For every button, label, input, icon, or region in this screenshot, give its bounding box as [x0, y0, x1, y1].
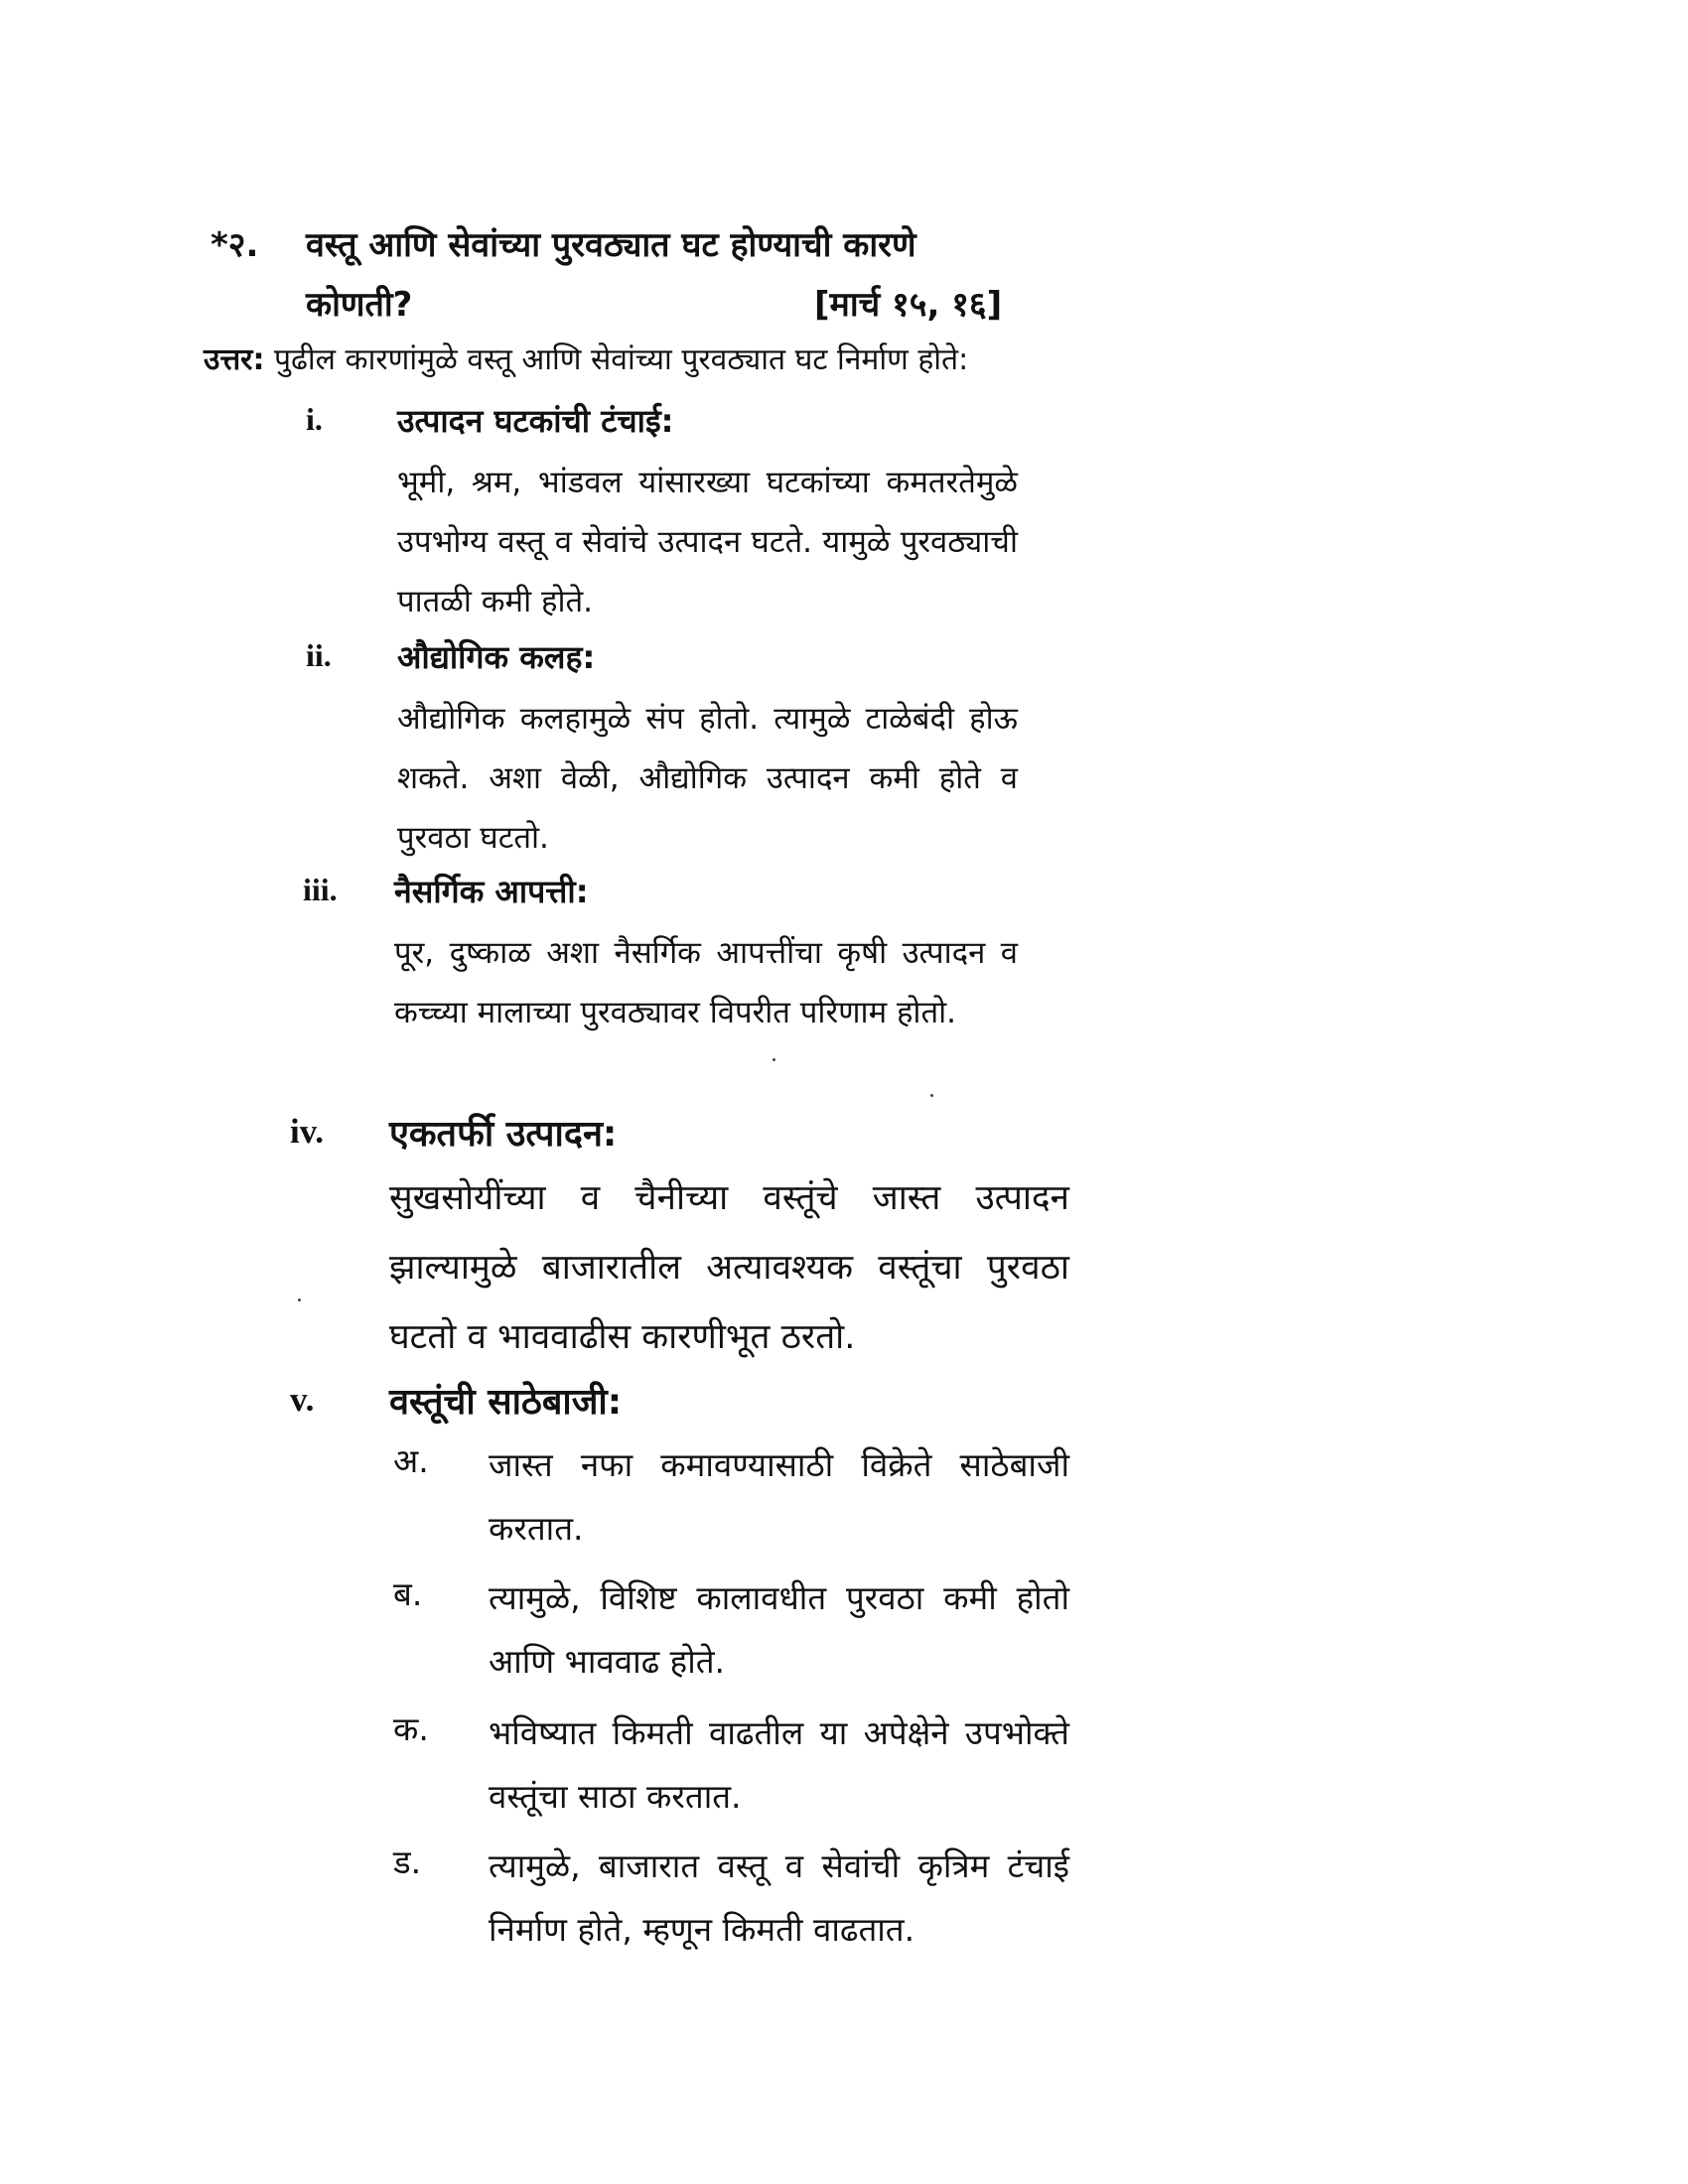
subpoint-text: त्यामुळे, बाजारात वस्तू व सेवांची कृत्रिम टंचाई निर्माण होते, म्हणून किमती वाढतात.: [489, 1846, 1069, 1949]
subpoint-marker: क.: [393, 1709, 429, 1748]
scan-speck: [773, 1058, 775, 1061]
answer-intro-text: पुढील कारणांमुळे वस्तू आणि सेवांच्या पुरवठ्यात घट निर्माण होते:: [273, 342, 969, 377]
point-text: भूमी, श्रम, भांडवल यांसारख्या घटकांच्या कमतरतेमुळे उपभोग्य वस्तू व सेवांचे उत्पादन घटते. यामुळे पुरवठ्याची पातळी कमी होते.: [397, 465, 1018, 619]
answer-intro: [204, 338, 968, 378]
question-reference: [मार्च १५, १६]: [814, 285, 1003, 325]
point-marker: v.: [290, 1380, 315, 1419]
subpoint-text: भविष्यात किमती वाढतील या अपेक्षेने उपभोक्ते वस्तूंचा साठा करतात.: [489, 1713, 1069, 1816]
scan-speck: [298, 1298, 301, 1301]
answer-label: उत्तर:: [204, 342, 265, 377]
subpoint-marker: ड.: [393, 1843, 422, 1881]
scan-speck: [930, 1094, 933, 1097]
point-heading: उत्पादन घटकांची टंचाई:: [397, 402, 674, 440]
subpoint-marker: अ.: [393, 1441, 429, 1480]
point-text: औद्योगिक कलहामुळे संप होतो. त्यामुळे टाळेबंदी होऊ शकते. अशा वेळी, औद्योगिक उत्पादन कमी होते व पुरवठा घटतो.: [397, 701, 1018, 856]
point-heading: नैसर्गिक आपत्ती:: [394, 873, 589, 910]
point-marker: iv.: [290, 1112, 325, 1151]
subpoint-text: जास्त नफा कमावण्यासाठी विक्रेते साठेबाजी करतात.: [489, 1445, 1069, 1548]
point-marker: ii.: [306, 637, 332, 673]
point-heading: औद्योगिक कलह:: [397, 638, 596, 676]
subpoint-text: त्यामुळे, विशिष्ट कालावधीत पुरवठा कमी होतो आणि भाववाढ होते.: [489, 1578, 1069, 1681]
point-marker: i.: [306, 401, 323, 437]
point-text: पूर, दुष्काळ अशा नैसर्गिक आपत्तींचा कृषी उत्पादन व कच्च्या मालाच्या पुरवठ्यावर विपरीत परिणाम होतो.: [394, 935, 1018, 1030]
subpoint-marker: ब.: [393, 1574, 423, 1613]
point-marker: iii.: [303, 872, 338, 907]
question-line-2: कोणती?: [306, 285, 413, 325]
point-heading: वस्तूंची साठेबाजी:: [389, 1382, 623, 1423]
point-heading: एकतर्फी उत्पादन:: [389, 1114, 618, 1155]
question-line-1: वस्तू आणि सेवांच्या पुरवठ्यात घट होण्याची कारणे: [306, 225, 916, 265]
point-text: सुखसोयींच्या व चैनीच्या वस्तूंचे जास्त उत्पादन झाल्यामुळे बाजारातील अत्यावश्यक वस्तूंचा पुरवठा घटतो व भाववाढीस कारणीभूत ठरतो.: [389, 1178, 1069, 1357]
question-number: *२.: [211, 225, 259, 265]
